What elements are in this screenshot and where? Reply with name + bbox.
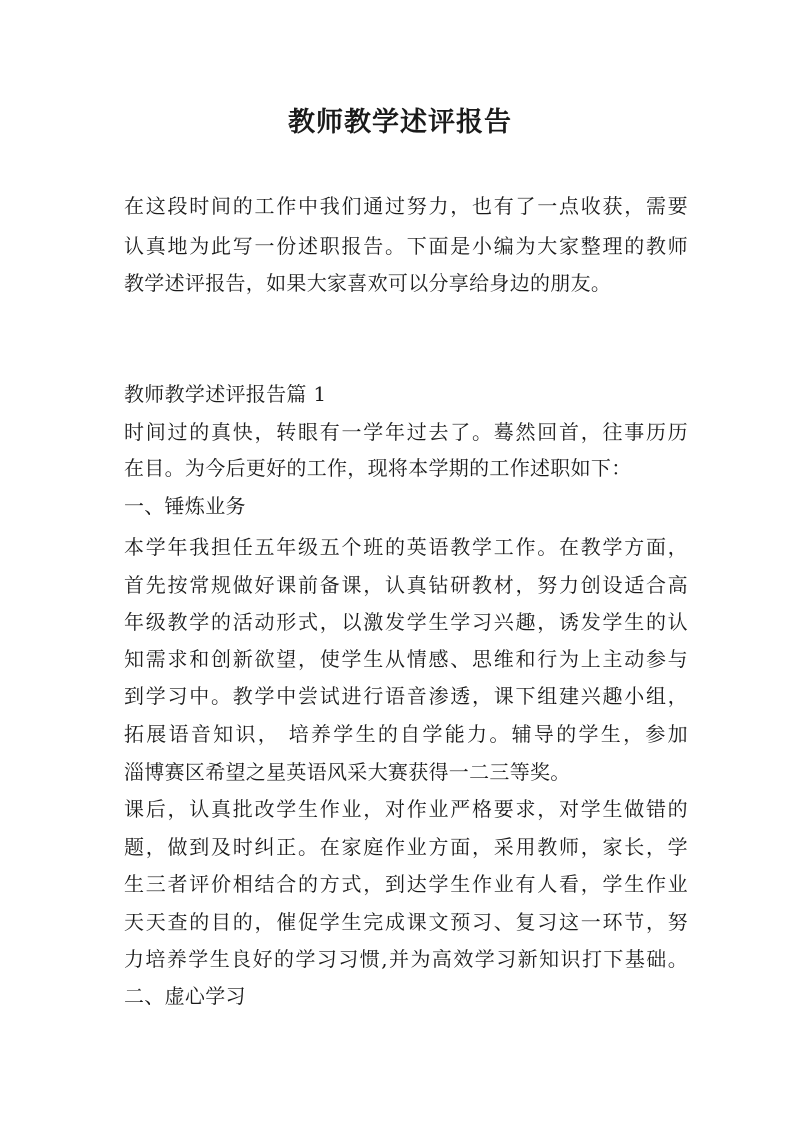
- document-title: 教师教学述评报告: [288, 107, 512, 138]
- intro-line-1: 在这段时间的工作中我们通过努力，也有了一点收获，需要: [124, 194, 688, 218]
- body-line-11: 课后，认真批改学生作业，对作业严格要求，对学生做错的: [124, 797, 688, 821]
- body-line-7: 知需求和创新欲望，使学生从情感、思维和行为上主动参与: [124, 647, 688, 671]
- subheading-2: 二、虚心学习: [124, 984, 246, 1008]
- body-line-6: 年级教学的活动形式，以激发学生学习兴趣，诱发学生的认: [124, 610, 688, 634]
- intro-line-2: 认真地为此写一份述职报告。下面是小编为大家整理的教师: [124, 234, 688, 258]
- body-line-12: 题，做到及时纠正。在家庭作业方面，采用教师，家长，学: [124, 835, 688, 859]
- body-line-1: 时间过的真快，转眼有一学年过去了。蓦然回首，往事历历: [124, 420, 688, 444]
- body-line-5: 首先按常规做好课前备课，认真钻研教材，努力创设适合高: [124, 573, 688, 597]
- body-line-14: 天天查的目的，催促学生完成课文预习、复习这一环节，努: [124, 910, 688, 934]
- body-line-15: 力培养学生良好的学习习惯,并为高效学习新知识打下基础。: [124, 947, 688, 971]
- body-line-13: 生三者评价相结合的方式，到达学生作业有人看，学生作业: [124, 872, 688, 896]
- body-line-10: 淄博赛区希望之星英语风采大赛获得一二三等奖。: [124, 760, 571, 784]
- body-line-4: 本学年我担任五年级五个班的英语教学工作。在教学方面，: [124, 535, 688, 559]
- body-line-9: 拓展语音知识， 培养学生的自学能力。辅导的学生，参加: [124, 722, 688, 746]
- intro-line-3: 教学述评报告，如果大家喜欢可以分享给身边的朋友。: [124, 271, 612, 295]
- section-heading: 教师教学述评报告篇 1: [124, 382, 327, 406]
- body-line-8: 到学习中。教学中尝试进行语音渗透，课下组建兴趣小组，: [124, 684, 688, 708]
- subheading-1: 一、锤炼业务: [124, 494, 246, 518]
- body-line-2: 在目。为今后更好的工作，现将本学期的工作述职如下：: [124, 456, 632, 480]
